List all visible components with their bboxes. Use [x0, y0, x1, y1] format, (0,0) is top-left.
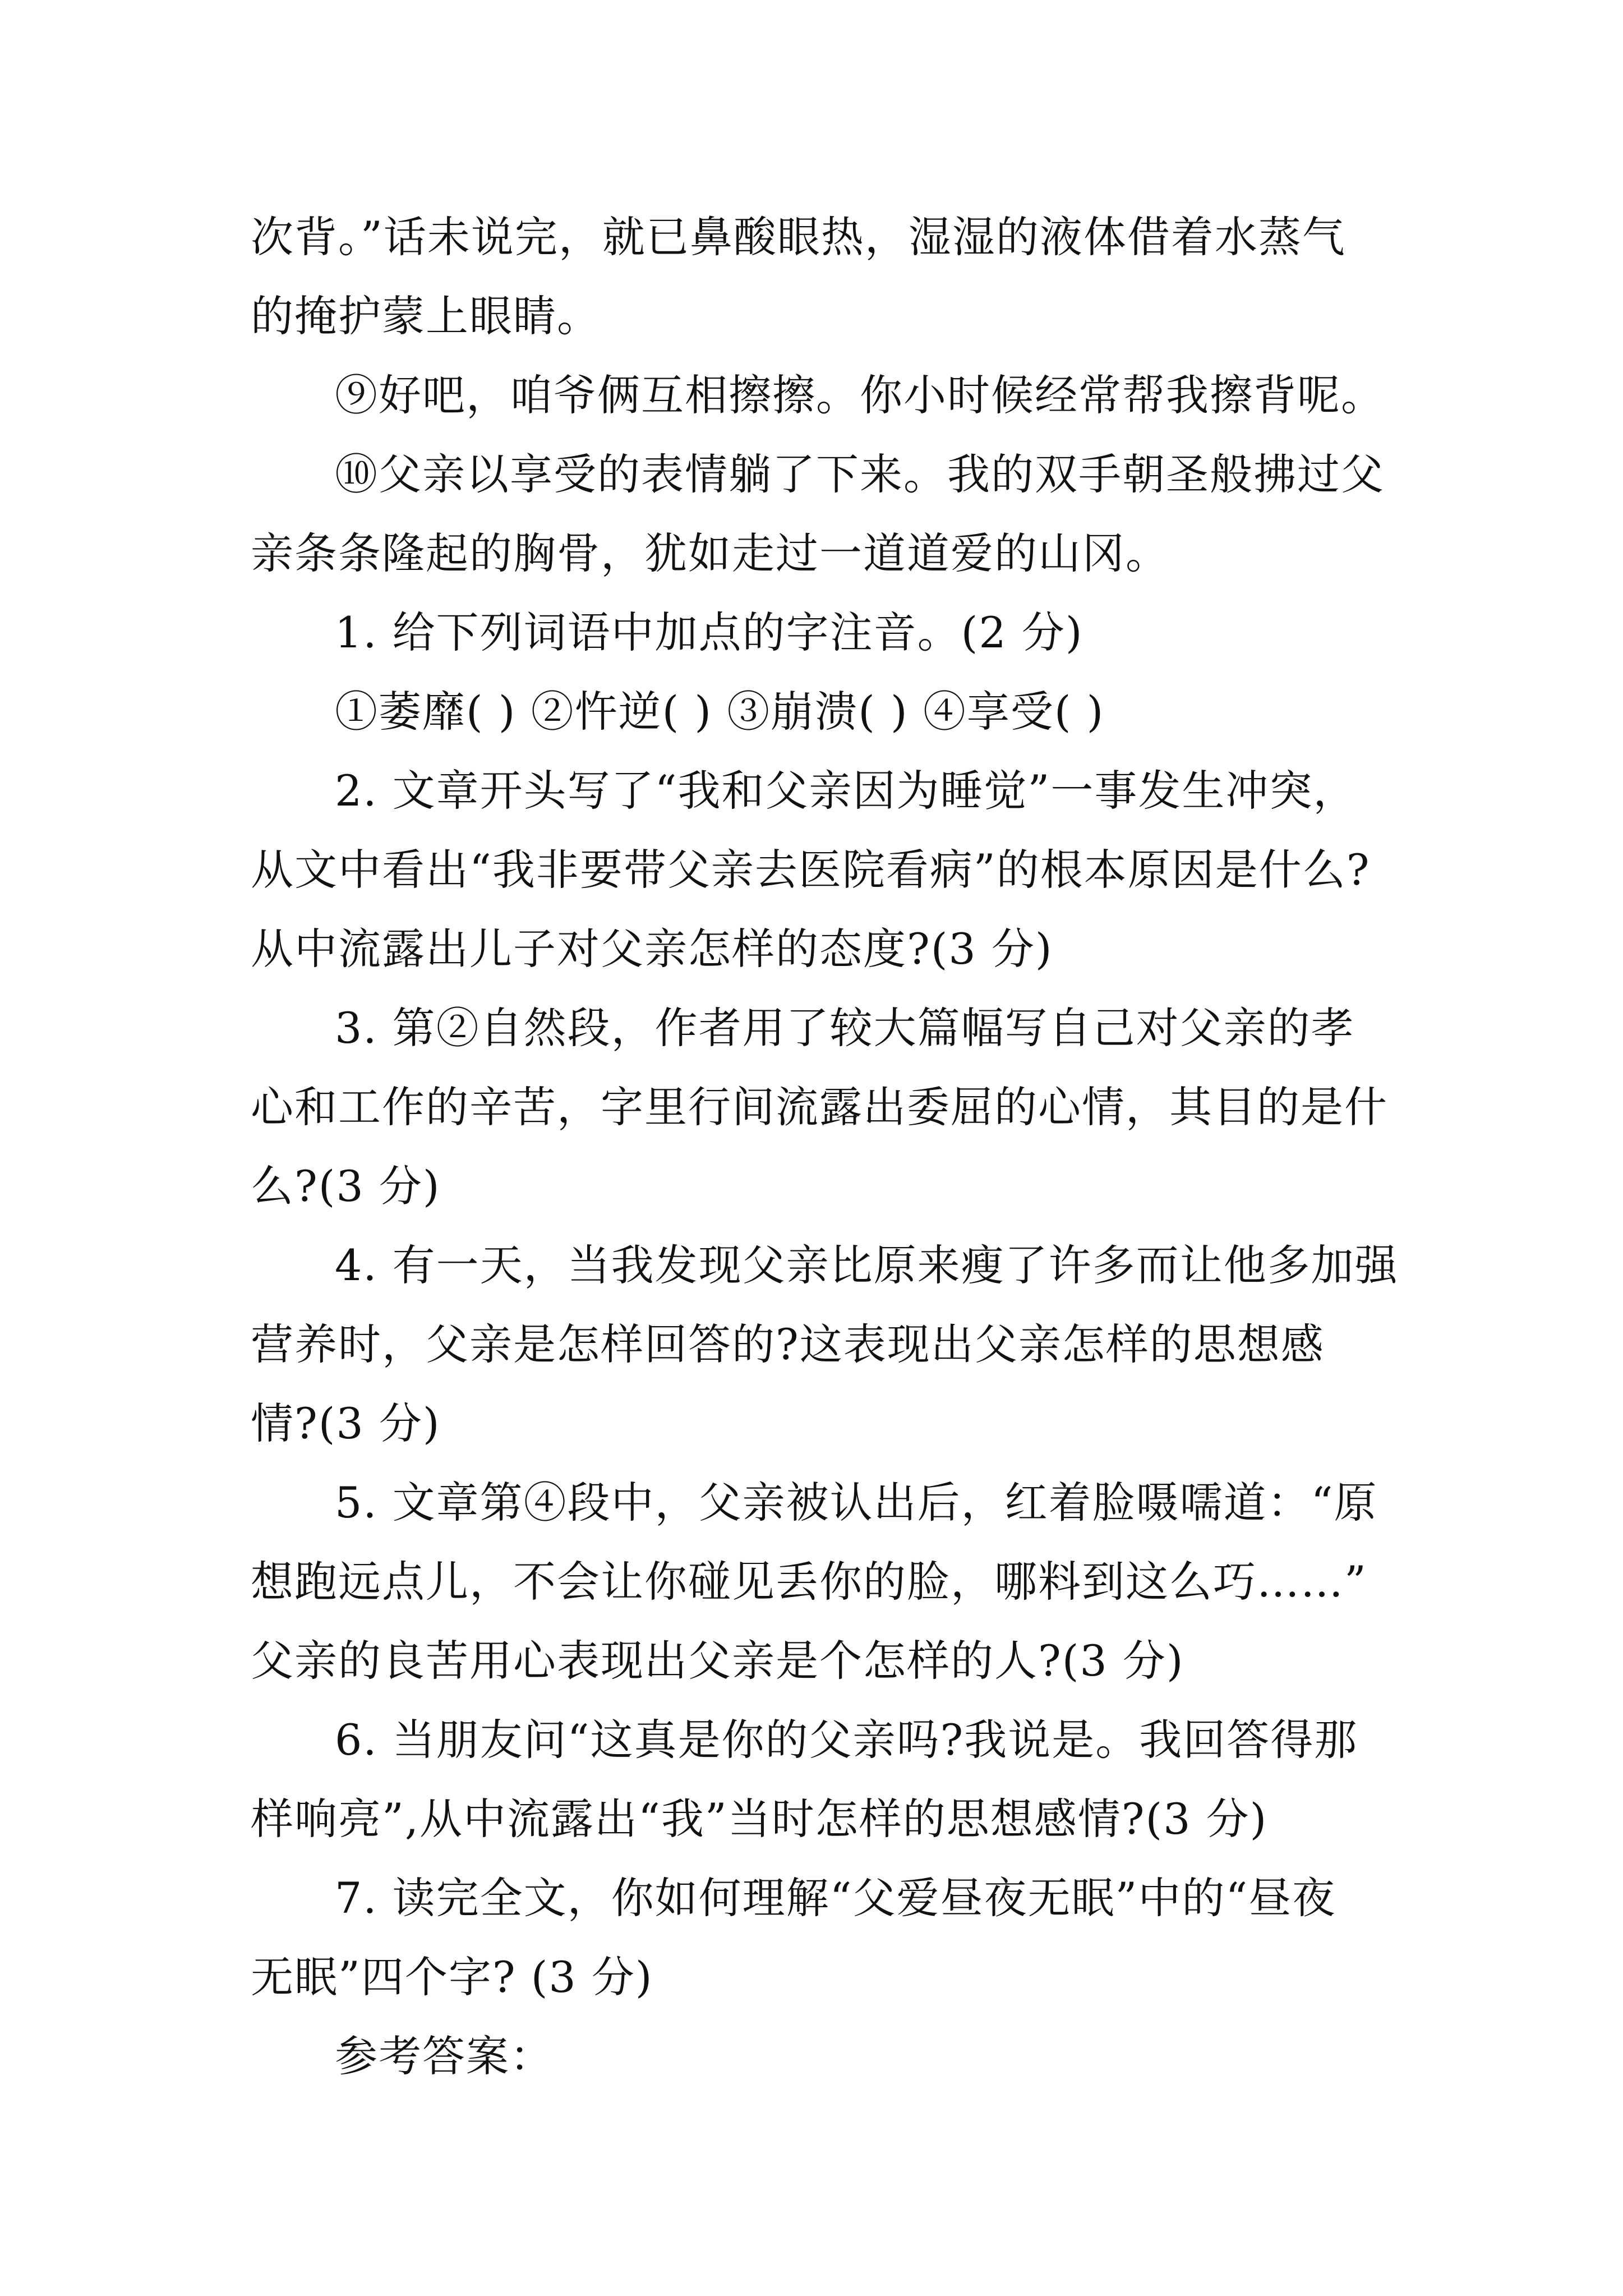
question-line: 从中流露出儿子对父亲怎样的态度?(3 分) [251, 924, 1053, 974]
question-line: 5. 文章第④段中，父亲被认出后，红着脸嗫嚅道：“原 [335, 1478, 1378, 1527]
question-line: 无眠”四个字? (3 分) [251, 1952, 653, 2002]
question-line: 心和工作的辛苦，字里行间流露出委屈的心情，其目的是什 [251, 1082, 1388, 1132]
answer-heading: 参考答案： [335, 2031, 554, 2081]
question-line: 从文中看出“我非要带父亲去医院看病”的根本原因是什么? [251, 845, 1371, 895]
question-line: ①萎靡( ) ②忤逆( ) ③崩溃( ) ④享受( ) [335, 687, 1105, 737]
paragraph-line: ⑨好吧，咱爷俩互相擦擦。你小时候经常帮我擦背呢。 [335, 370, 1385, 420]
paragraph-line: 亲条条隆起的胸骨，犹如走过一道道爱的山冈。 [251, 528, 1169, 578]
question-line: 7. 读完全文，你如何理解“父爱昼夜无眠”中的“昼夜 [335, 1873, 1336, 1923]
question-line: 4. 有一天，当我发现父亲比原来瘦了许多而让他多加强 [335, 1240, 1399, 1290]
question-line: 父亲的良苦用心表现出父亲是个怎样的人?(3 分) [251, 1636, 1184, 1686]
question-line: 6. 当朋友问“这真是你的父亲吗?我说是。我回答得那 [335, 1715, 1358, 1765]
question-line: 么?(3 分) [251, 1161, 441, 1211]
paragraph-line: 的掩护蒙上眼睛。 [251, 291, 601, 341]
paragraph-line: ⑩父亲以享受的表情躺了下来。我的双手朝圣般拂过父 [335, 449, 1385, 499]
question-line: 2. 文章开头写了“我和父亲因为睡觉”一事发生冲突， [335, 766, 1357, 816]
question-line: 3. 第②自然段，作者用了较大篇幅写自己对父亲的孝 [335, 1003, 1355, 1053]
question-line: 情?(3 分) [251, 1398, 441, 1448]
question-line: 样响亮”,从中流露出“我”当时怎样的思想感情?(3 分) [251, 1794, 1268, 1844]
paragraph-line: 次背。”话未说完，就已鼻酸眼热，湿湿的液体借着水蒸气 [251, 212, 1346, 262]
question-line: 营养时，父亲是怎样回答的?这表现出父亲怎样的思想感 [251, 1319, 1325, 1369]
question-line: 想跑远点儿，不会让你碰见丢你的脸，哪料到这么巧……” [251, 1557, 1367, 1607]
question-line: 1. 给下列词语中加点的字注音。(2 分) [335, 608, 1083, 657]
